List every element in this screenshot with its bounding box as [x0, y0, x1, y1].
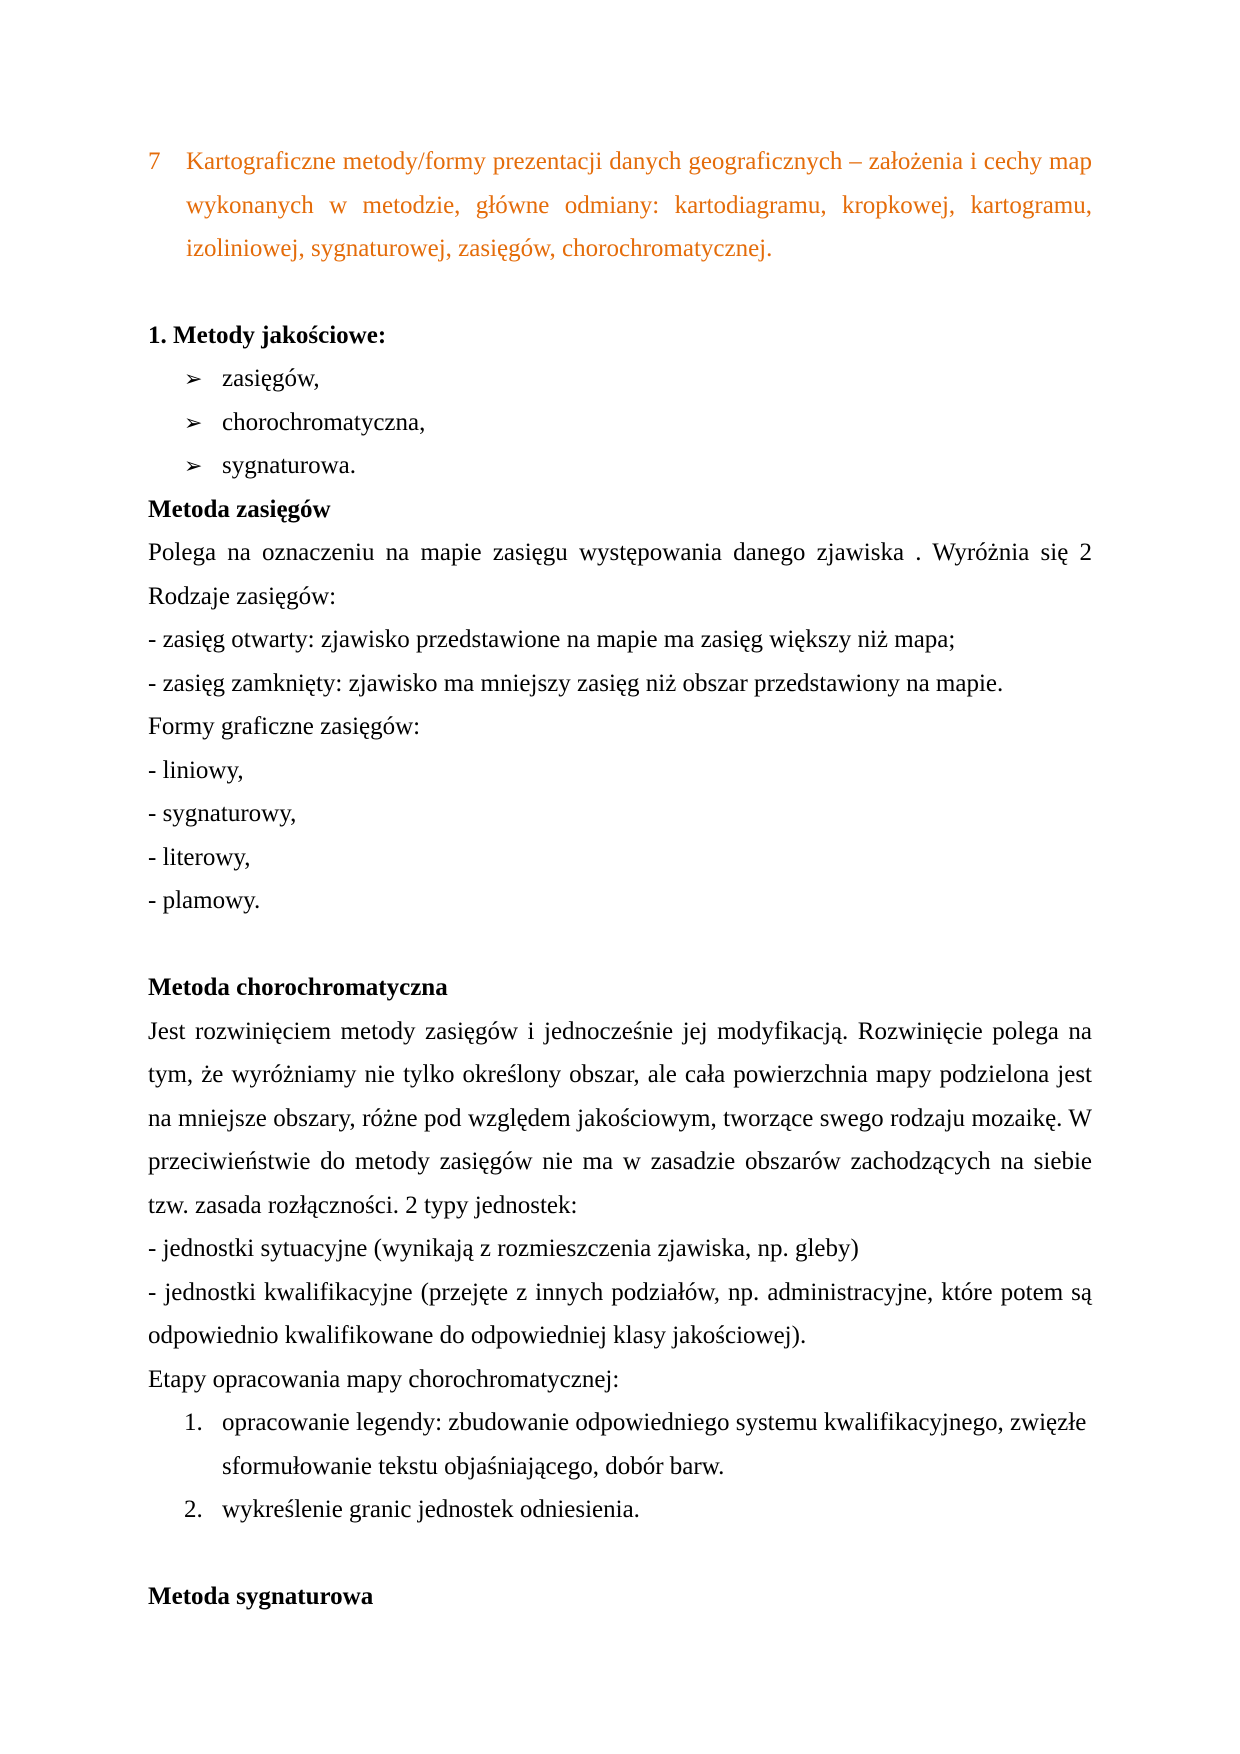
- list-item: [184, 1401, 1092, 1488]
- list-number: 2.: [184, 1496, 203, 1523]
- section-title-qualitative: 1. Metody jakościowe:: [148, 321, 387, 349]
- text-line: - zasięg otwarty: zjawisko przedstawione na mapie ma zasięg większy niż mapa;: [148, 626, 956, 653]
- list-item-text: opracowanie legendy: zbudowanie odpowiedniego systemu kwalifikacyjnego, zwięzłe sformułowanie tekstu objaśniającego, dobór barw.: [222, 1409, 1087, 1480]
- list-item-text: sygnaturowa.: [222, 452, 356, 479]
- section-heading: [148, 140, 1092, 271]
- heading-text: Kartograficzne metody/formy prezentacji danych geograficznych – założenia i cechy map wykonanych w metodzie, główne odmiany: kartodiagramu, kropkowej, kartogramu, izoliniowej, sygnaturowej, zasięgów, chorochromatycznej.: [186, 148, 1092, 262]
- list-item-text: wykreślenie granic jednostek odniesienia.: [222, 1496, 640, 1523]
- arrow-bullet-icon: ➢: [184, 453, 203, 478]
- subheading-zasiegow: Metoda zasięgów: [148, 495, 331, 523]
- document-page: [148, 140, 1092, 1619]
- list-number: 1.: [184, 1409, 203, 1436]
- stages-title: Etapy opracowania mapy chorochromatycznej:: [148, 1365, 620, 1393]
- heading-number: 7: [148, 148, 161, 175]
- text-line: - jednostki sytuacyjne (wynikają z rozmieszczenia zjawiska, np. gleby): [148, 1235, 859, 1262]
- list-item: [184, 357, 1092, 401]
- paragraph: Jest rozwinięciem metody zasięgów i jednocześnie jej modyfikacją. Rozwinięcie polega na tym, że wyróżniamy nie tylko określony obszar, ale cała powierzchnia mapy podzielona jest na mniejsze obszary, różne pod względem jakościowym, tworzące swego rodzaju mozaikę. W przeciwieństwie do metody zasięgów nie ma w zasadzie obszarów zachodzących na siebie tzw. zasada rozłączności. 2 typy jednostek:: [148, 1017, 1092, 1219]
- text-line: - liniowy,: [148, 756, 244, 784]
- list-item: [184, 444, 1092, 488]
- text-line: - sygnaturowy,: [148, 800, 297, 827]
- subheading-sygnaturowa: Metoda sygnaturowa: [148, 1583, 374, 1610]
- method-list: [148, 357, 1092, 488]
- text-line: - zasięg zamknięty: zjawisko ma mniejszy zasięg niż obszar przedstawiony na mapie.: [148, 669, 1004, 697]
- text-line: Formy graficzne zasięgów:: [148, 713, 421, 740]
- list-item-text: zasięgów,: [222, 365, 320, 392]
- arrow-bullet-icon: ➢: [184, 366, 203, 391]
- arrow-bullet-icon: ➢: [184, 409, 203, 435]
- list-item-text: chorochromatyczna,: [222, 408, 426, 436]
- subheading-chorochromatyczna: Metoda chorochromatyczna: [148, 974, 448, 1001]
- paragraph: Polega na oznaczeniu na mapie zasięgu występowania danego zjawiska . Wyróżnia się 2 Rodzaje zasięgów:: [148, 539, 1092, 610]
- list-item: [184, 1488, 1092, 1532]
- stages-list: [148, 1401, 1092, 1532]
- text-line: - literowy,: [148, 843, 251, 871]
- list-item: [184, 401, 1092, 445]
- text-line: - plamowy.: [148, 887, 261, 914]
- text-line: - jednostki kwalifikacyjne (przejęte z innych podziałów, np. administracyjne, które potem są odpowiednio kwalifikowane do odpowiedniej klasy jakościowej).: [148, 1278, 1092, 1349]
